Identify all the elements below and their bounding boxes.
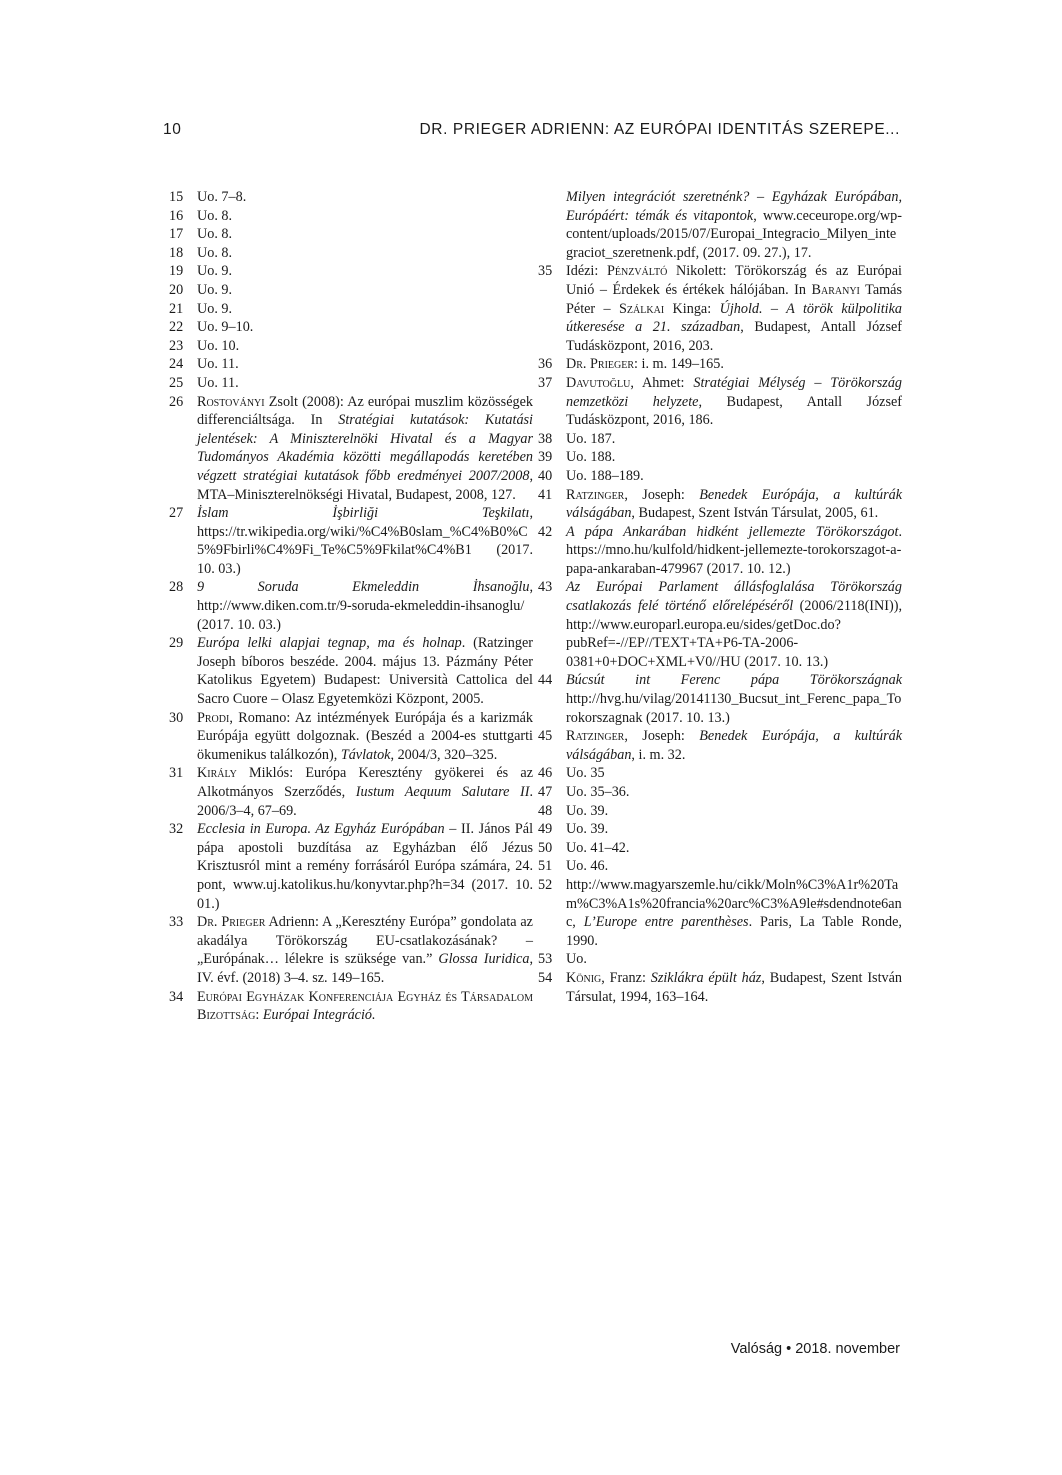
- footnote-number: 53: [538, 951, 553, 968]
- citation-text: . (Ratzinger Joseph bíboros beszéde. 2004. május 13. Pázmány Péter Katolikus Egyetem) Budapest: Università Cattolica del Sacro Cuore – Olasz Egyetemközi Központ, 2005.: [197, 635, 533, 708]
- citation-text: , Joseph:: [624, 728, 700, 745]
- footnote-text: [197, 244, 533, 263]
- footnote-number: 20: [169, 281, 184, 298]
- footnote-continuation: [538, 188, 902, 262]
- footnote-text: [197, 820, 533, 913]
- citation-text: , Budapest, Antall József Tudásközpont, 2016, 186.: [566, 393, 903, 429]
- footnote-text: [197, 709, 533, 765]
- footnote-text: [197, 337, 533, 356]
- italic-title: Európa lelki alapjai tegnap, ma és holnap: [197, 635, 462, 652]
- author-name: Baranyi: [811, 281, 860, 298]
- citation-text: Uo. 9.: [197, 281, 233, 298]
- footnote-text: [566, 764, 902, 783]
- footnote-30: [169, 709, 533, 765]
- footnote-number: 44: [538, 672, 553, 689]
- citation-text: , IV. évf. (2018) 3–4. sz. 149–165.: [197, 951, 533, 986]
- footnote-number: 31: [169, 765, 184, 782]
- footnote-text: [566, 523, 902, 579]
- footnote-text: [566, 430, 902, 449]
- citation-text: Uo. 35: [566, 765, 605, 782]
- footnote-29: [169, 634, 533, 708]
- footnote-37: [538, 374, 902, 430]
- citation-text: , Ahmet:: [630, 374, 694, 391]
- author-name: König: [566, 969, 602, 986]
- footnote-number: 28: [169, 579, 184, 596]
- citation-text: . 2006/3–4, 67–69.: [197, 784, 533, 819]
- footnote-number: 52: [538, 876, 553, 893]
- footnote-text: [197, 318, 533, 337]
- footnote-53: [538, 950, 902, 969]
- footnote-number: 15: [169, 189, 184, 205]
- citation-text: Uo. 8.: [197, 207, 233, 224]
- footnote-text: [197, 281, 533, 300]
- author-name: Ratzinger: [566, 728, 625, 745]
- footnote-43: [538, 578, 902, 671]
- italic-title: Távlatok: [340, 746, 391, 763]
- footnote-text: [197, 764, 533, 820]
- citation-text: Miklós: Európa Keresztény gyökerei és az Alkotmányos Szerződés,: [197, 765, 533, 800]
- footnote-45: [538, 727, 902, 764]
- footnote-21: [169, 300, 533, 319]
- footnote-text: [566, 802, 902, 821]
- footnote-text: [197, 374, 533, 393]
- footnote-38: [538, 430, 902, 449]
- footnote-47: [538, 783, 902, 802]
- footnote-16: [169, 207, 533, 226]
- citation-text: Uo. 9.: [197, 263, 233, 280]
- italic-title: 9 Soruda Ekmeleddin İhsanoğlu: [197, 579, 530, 596]
- footnote-number: 50: [538, 839, 553, 856]
- footnote-24: [169, 355, 533, 374]
- footnote-number: 29: [169, 635, 184, 652]
- italic-title: Újhold. – A török külpolitika útkeresése a 21. században: [566, 300, 902, 336]
- footnote-text: [197, 225, 533, 244]
- italic-title: Benedek Európája, a kultúrák válságában: [566, 728, 903, 763]
- author-name: Király: [197, 765, 237, 782]
- citation-text: Uo. 39.: [566, 802, 609, 819]
- footnote-27: [169, 504, 533, 578]
- footnote-text: [566, 727, 902, 764]
- author-name: Prodi: [197, 709, 230, 726]
- citation-text: Uo. 187.: [566, 430, 616, 447]
- footnote-number: 34: [169, 988, 184, 1005]
- italic-title: Benedek Európája, a kultúrák válságában: [566, 486, 903, 522]
- footnote-28: [169, 578, 533, 634]
- footnote-34: [169, 988, 533, 1025]
- citation-text: , Joseph:: [624, 486, 700, 503]
- footnote-25: [169, 374, 533, 393]
- citation-text: Uo. 11.: [197, 374, 239, 391]
- italic-title: A pápa Ankarában hidként jellemezte Törökországot: [566, 523, 899, 540]
- footnote-18: [169, 244, 533, 263]
- citation-text: – II. János Pál pápa apostoli buzdítása az Egyházban élő Jézus Krisztusról mint a remény forrásáról Európa számára, 24. pont, www.uj.katolikus.hu/konyvtar.php?h=34 (2017. 10. 01.): [197, 821, 534, 912]
- footnote-text: [566, 448, 902, 467]
- citation-text: : i. m. 149–165.: [634, 356, 724, 373]
- italic-title: Az Európai Parlament állásfoglalása Törökország csatlakozás felé történő előrelépéséről: [566, 579, 902, 615]
- author-name: Pénzváltó: [607, 263, 668, 280]
- citation-text: Uo. 9–10.: [197, 319, 254, 336]
- footnote-48: [538, 802, 902, 821]
- footnote-number: 41: [538, 486, 553, 503]
- citation-text: Uo. 188.: [566, 449, 616, 466]
- footnote-49: [538, 820, 902, 839]
- footnote-44: [538, 671, 902, 727]
- citation-text: Uo. 10.: [197, 337, 240, 354]
- author-name: Ratzinger: [566, 486, 625, 503]
- footnote-text: [566, 467, 902, 486]
- footnote-36: [538, 355, 902, 374]
- citation-text: , Romano: Az intézmények Európája és a karizmák Európája együtt dolgoznak. (Beszéd a 2004-es stuttgarti ökumenikus találkozón),: [197, 709, 533, 763]
- footnote-19: [169, 262, 533, 281]
- citation-text: Uo. 41–42.: [566, 839, 630, 856]
- footnote-text: [197, 988, 533, 1025]
- author-name: Davutoğlu: [566, 374, 631, 391]
- footnote-number: 42: [538, 523, 553, 540]
- footnote-text: [197, 355, 533, 374]
- footnote-text: [197, 262, 533, 281]
- italic-title: Stratégiai Mélység – Törökország nemzetközi helyzete: [566, 374, 903, 410]
- footnote-number: 27: [169, 505, 184, 522]
- footnote-number: 40: [538, 467, 553, 484]
- citation-text: Uo. 39.: [566, 821, 609, 838]
- footnote-text: [197, 393, 533, 505]
- footnote-text: [197, 188, 533, 207]
- footnote-32: [169, 820, 533, 913]
- italic-title: Iustum Aequum Salutare II: [355, 784, 530, 800]
- italic-title: Búcsút int Ferenc pápa Törökországnak: [566, 672, 902, 689]
- italic-title: İslam İşbirliği Teşkilatı: [197, 505, 530, 522]
- footnote-number: 47: [538, 784, 553, 800]
- footnote-number: 54: [538, 969, 553, 986]
- footnote-text: [566, 355, 902, 374]
- citation-text: . Paris, La Table Ronde, 1990.: [566, 914, 902, 949]
- footnote-text: [566, 950, 902, 969]
- footnote-number: 18: [169, 244, 184, 261]
- footnote-text: [566, 969, 902, 1006]
- italic-title: Ecclesia in Europa. Az Egyház Európában: [197, 821, 445, 838]
- footnote-17: [169, 225, 533, 244]
- footnote-number: 17: [169, 226, 184, 243]
- footnote-26: [169, 393, 533, 505]
- citation-text: Uo. 7–8.: [197, 189, 247, 205]
- footnote-number: 32: [169, 821, 184, 838]
- citation-text: , 2004/3, 320–325.: [390, 746, 498, 763]
- footnote-number: 39: [538, 449, 553, 466]
- footnote-text: [197, 300, 533, 319]
- citation-text: Uo. 8.: [197, 226, 233, 243]
- footnote-number: 26: [169, 393, 184, 410]
- footnote-text: [197, 578, 533, 634]
- footnote-text: [197, 913, 533, 987]
- italic-title: Sziklákra épült ház: [650, 969, 762, 986]
- page-number: 10: [163, 121, 182, 138]
- citation-text: http://hvg.hu/vilag/20141130_Bucsut_int_Ferenc_papa_Torokorszagnak (2017. 10. 13.): [566, 691, 902, 726]
- citation-text: Nikolett: Törökország és az Európai Unió – Érdekek és értékek hálójában. In: [566, 263, 902, 298]
- footnote-52: [538, 876, 902, 950]
- citation-text: Uo. 8.: [197, 244, 233, 261]
- footnote-54: [538, 969, 902, 1006]
- citation-text: Zsolt (2008): Az európai muszlim közösségek differenciáltsága. In: [197, 393, 533, 429]
- citation-text: Uo. 9.: [197, 300, 233, 317]
- footnote-number: 25: [169, 374, 184, 391]
- footnote-39: [538, 448, 902, 467]
- italic-title: L’Europe entre parenthèses: [583, 914, 749, 931]
- citation-text: , http://www.diken.com.tr/9-soruda-ekmeleddin-ihsanoglu/ (2017. 10. 03.): [197, 579, 533, 633]
- footnote-text: [197, 207, 533, 226]
- footnote-23: [169, 337, 533, 356]
- citation-text: , https://tr.wikipedia.org/wiki/%C4%B0slam_%C4%B0%C5%9Fbirli%C4%9Fi_Te%C5%9Fkilat%C4%B1 (2017. 10. 03.): [197, 505, 533, 577]
- footnote-50: [538, 839, 902, 858]
- running-head-title: DR. PRIEGER ADRIENN: AZ EURÓPAI IDENTITÁS SZEREPE...: [419, 121, 900, 138]
- footnote-text: [566, 374, 902, 430]
- citation-text: Adrienn: A „Keresztény Európa” gondolata az akadálya Törökország EU-csatlakozásának? – „Európának… lélekre is szüksége van.”: [197, 914, 533, 968]
- footnote-number: 33: [169, 914, 184, 931]
- citation-text: Tamás Péter –: [566, 281, 902, 317]
- footnote-text: [566, 262, 902, 355]
- citation-text: Uo. 35–36.: [566, 784, 630, 800]
- footnote-text: [566, 578, 902, 671]
- italic-title: Glossa Iuridica: [438, 951, 530, 968]
- footnote-number: 51: [538, 858, 553, 875]
- footnote-text: [566, 783, 902, 802]
- citation-text: , Budapest, Szent István Társulat, 2005, 61.: [631, 505, 879, 522]
- citation-text: Idézi:: [566, 263, 607, 280]
- footnote-number: 37: [538, 374, 553, 391]
- footnote-text: [566, 820, 902, 839]
- footnote-40: [538, 467, 902, 486]
- footnote-text: [566, 839, 902, 858]
- footnote-text: [566, 876, 902, 950]
- footnote-number: 49: [538, 821, 553, 838]
- author-name: Rostoványi: [197, 393, 265, 410]
- footnote-number: 22: [169, 319, 184, 336]
- footnote-31: [169, 764, 533, 820]
- footnote-text: [197, 504, 533, 578]
- footnote-number: 35: [538, 263, 553, 280]
- footnote-42: [538, 523, 902, 579]
- citation-text: Uo. 11.: [197, 356, 239, 373]
- footnote-41: [538, 486, 902, 523]
- footnote-15: [169, 188, 533, 207]
- footnote-number: 38: [538, 430, 553, 447]
- footnote-number: 48: [538, 802, 553, 819]
- citation-text: , i. m. 32.: [631, 746, 686, 763]
- footnote-33: [169, 913, 533, 987]
- citation-text: , Budapest, Antall József Tudásközpont, 2016, 203.: [566, 319, 903, 354]
- footnote-number: 30: [169, 709, 184, 726]
- footnotes-right-column: [538, 188, 902, 1006]
- footnote-number: 23: [169, 337, 184, 354]
- footnote-text: [566, 188, 902, 262]
- citation-text: (2006/2118(INI)), http://www.europarl.europa.eu/sides/getDoc.do?pubRef=-//EP//TEXT+TA+P6-TA-2006-0381+0+DOC+XML+V0//HU (2017. 10. 13.): [566, 598, 902, 670]
- italic-title: Európai Integráció.: [262, 1007, 376, 1024]
- footnote-35: [538, 262, 902, 355]
- citation-text: , MTA–Miniszterelnökségi Hivatal, Budapest, 2008, 127.: [197, 467, 533, 503]
- footnote-text: [566, 857, 902, 876]
- footnote-text: [566, 671, 902, 727]
- running-header: [163, 121, 900, 145]
- footnote-number: 21: [169, 300, 184, 317]
- citation-text: http://www.magyarszemle.hu/cikk/Moln%C3%A1r%20Tam%C3%A1s%20francia%20arc%C3%A9le#sdendnote6anc,: [566, 876, 902, 931]
- footnote-number: 46: [538, 765, 553, 782]
- author-name: Európai Egyházak Konferenciája Egyház és Társadalom Bizottság: [197, 988, 533, 1024]
- footnote-number: 45: [538, 728, 553, 745]
- footnote-46: [538, 764, 902, 783]
- citation-text: Kinga:: [664, 300, 720, 317]
- footnote-text: [566, 486, 902, 523]
- footnote-20: [169, 281, 533, 300]
- citation-text: , Budapest, Szent István Társulat, 1994, 163–164.: [566, 969, 902, 1005]
- footnotes-left-column: [169, 188, 533, 1025]
- citation-text: Uo.: [566, 951, 587, 968]
- footnote-number: 19: [169, 263, 184, 280]
- footnote-number: 36: [538, 356, 553, 373]
- citation-text: , Franz:: [601, 969, 651, 986]
- citation-text: Uo. 46.: [566, 858, 609, 875]
- page-footer: Valóság • 2018. november: [730, 1341, 900, 1357]
- italic-title: Stratégiai kutatások: Kutatási jelentések: A Miniszterelnöki Hivatal és a Magyar Tudományos Akadémia közötti megállapodás keretében végzett stratégiai kutatások főbb eredményei 2007/2008: [197, 412, 534, 484]
- footnote-number: 24: [169, 356, 184, 373]
- author-name: Dr. Prieger: [566, 356, 635, 373]
- citation-text: Uo. 188–189.: [566, 467, 644, 484]
- footnote-number: 16: [169, 207, 184, 224]
- citation-text: . https://mno.hu/kulfold/hidkent-jellemezte-torokorszagot-a-papa-ankaraban-479967 (2017. 10. 12.): [566, 523, 902, 577]
- footnote-22: [169, 318, 533, 337]
- footnote-number: 43: [538, 579, 553, 596]
- citation-text: :: [255, 1007, 263, 1024]
- footnote-51: [538, 857, 902, 876]
- author-name: Szálkai: [619, 300, 665, 317]
- citation-text: , www.ceceurope.org/wp-content/uploads/2015/07/Europai_Integracio_Milyen_integraciot_szeretnenk.pdf, (2017. 09. 27.), 17.: [566, 207, 902, 261]
- italic-title: Milyen integrációt szeretnénk? – Egyházak Európában, Európáért: témák és vitapontok: [566, 189, 902, 224]
- author-name: Dr. Prieger: [197, 914, 266, 931]
- footnote-text: [197, 634, 533, 708]
